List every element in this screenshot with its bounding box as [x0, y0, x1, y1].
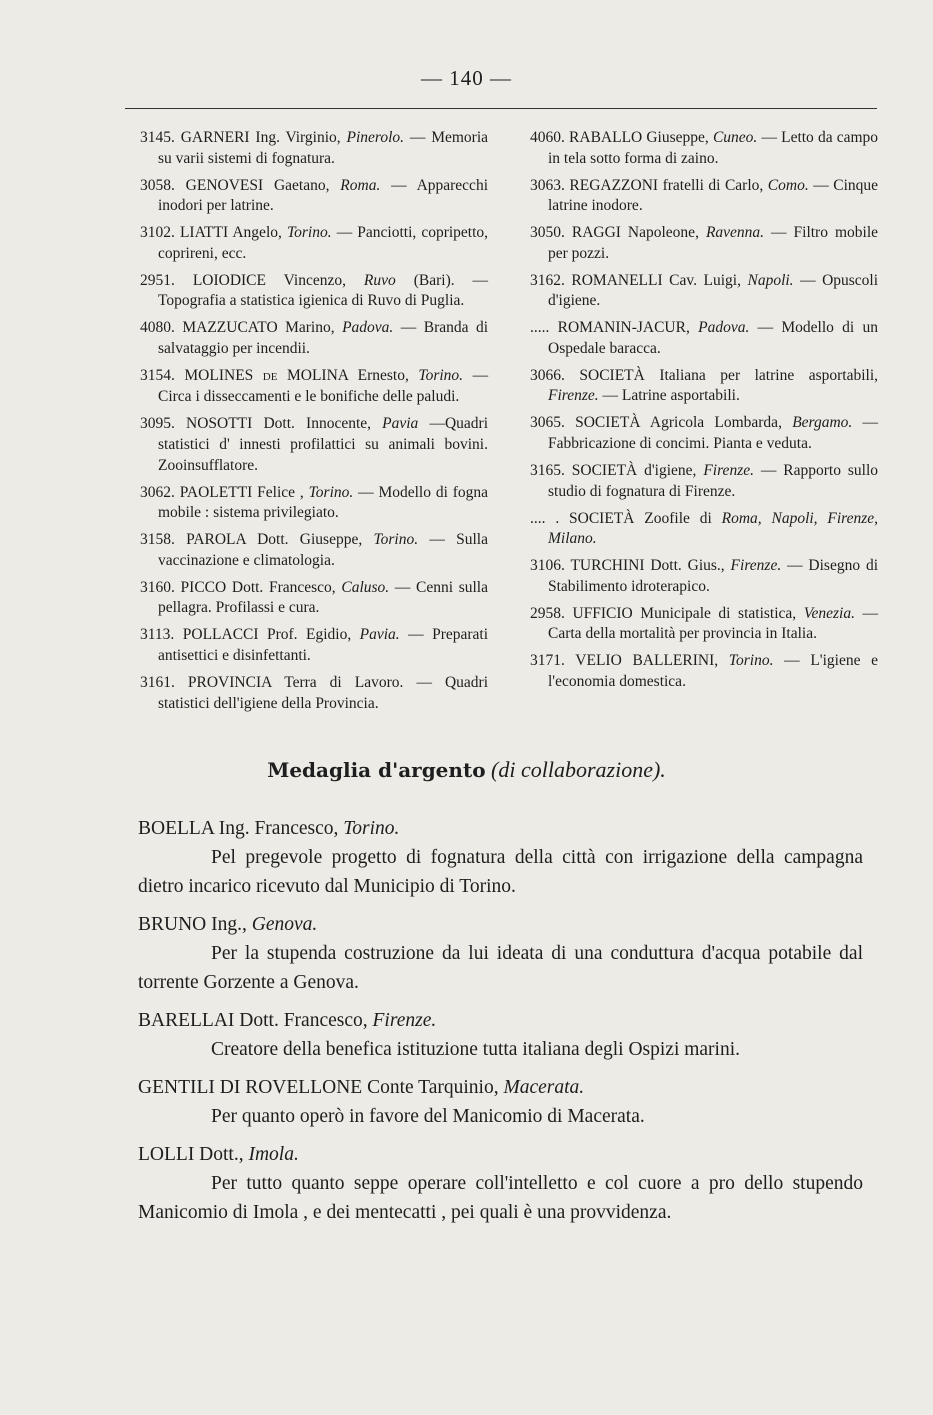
medal-motivation: Per la stupenda costruzione da lui ideata di una conduttura d'acqua potabile dal torrente Gorzente a Genova. — [138, 943, 863, 993]
recipient-name: BOELLA Ing. Francesco, — [138, 818, 339, 839]
exhibit-description: — Carta della mortalità per provincia in Italia. — [548, 604, 879, 643]
medal-recipient — [138, 1073, 863, 1102]
exhibit-description: — Disegno di Stabilimento idroterapico. — [548, 557, 878, 595]
exhibit-description: — Modello di fogna mobile : sistema privilegiato. — [158, 483, 489, 522]
entry-number: 3154. — [140, 366, 175, 384]
exhibitor-city: Napoli. — [747, 271, 794, 289]
exhibit-description: — Modello di un Ospedale baracca. — [548, 319, 878, 357]
exhibitor-city: Firenze. — [548, 387, 599, 405]
exhibit-description: — Preparati antisettici e disinfettanti. — [158, 626, 489, 664]
entry — [530, 318, 878, 359]
exhibitor-name: VELIO BALLERINI, — [575, 652, 719, 670]
exhibitor-name: REGAZZONI fratelli di Carlo, — [569, 176, 764, 194]
exhibitor-name: SOCIETÀ d'igiene, — [571, 462, 697, 480]
medal-recipient — [138, 814, 863, 843]
exhibitor-name: ROMANIN-JACUR, — [557, 319, 690, 337]
exhibitor-name: RAGGI Napoleone, — [571, 224, 699, 242]
recipient-name: GENTILI DI ROVELLONE Conte Tarquinio, — [138, 1077, 499, 1098]
exhibitor-city: Torino. — [418, 366, 464, 384]
exhibitor-name: POLLACCI Prof. Egidio, — [182, 626, 352, 644]
exhibit-description: — Letto da campo in tela sotto forma di zaino. — [548, 129, 879, 167]
entry — [140, 625, 488, 666]
entry-number: 4080. — [140, 319, 175, 337]
exhibitor-city: Bergamo. — [792, 414, 853, 432]
left-column — [140, 128, 488, 721]
exhibitor-name: PAROLA Dott. Giuseppe, — [186, 531, 363, 549]
entry — [530, 461, 878, 502]
name-particle: DE — [262, 370, 278, 383]
medal-motivation: Per quanto operò in favore del Manicomio di Macerata. — [211, 1106, 645, 1127]
exhibitor-city: Torino. — [373, 531, 419, 549]
exhibitor-city: Pavia — [382, 415, 419, 433]
exhibitor-city: Torino. — [286, 224, 332, 242]
exhibitor-city: Caluso. — [341, 578, 390, 596]
exhibitor-name: MOLINA Ernesto, — [286, 366, 409, 384]
entry — [530, 509, 878, 550]
exhibitor-city: Ravenna. — [705, 224, 765, 242]
exhibitor-name: MOLINES — [184, 366, 254, 384]
exhibit-description: (Bari). — Topografia a statistica igienica di Ruvo di Puglia. — [158, 271, 489, 310]
exhibitor-name: SOCIETÀ Italiana per latrine asportabili, — [579, 366, 879, 384]
exhibitor-city: Firenze. — [703, 462, 754, 480]
entry-number: 3102. — [140, 224, 175, 242]
exhibit-description: — Branda di salvataggio per incendii. — [158, 319, 489, 357]
entry-number: 2958. — [530, 604, 565, 622]
medal-entry — [138, 1073, 863, 1131]
exhibitor-city: Pavia. — [359, 626, 400, 644]
entry — [140, 366, 488, 408]
exhibit-description: — Fabbricazione di concimi. Pianta e veduta. — [548, 414, 879, 453]
exhibitor-name: . SOCIETÀ Zoofile di — [555, 509, 712, 527]
entry-number: 3062. — [140, 483, 175, 501]
entry — [530, 176, 878, 217]
entry-number: 3162. — [530, 271, 565, 289]
medal-entry — [138, 1140, 863, 1227]
exhibitor-city: Padova. — [698, 319, 750, 337]
entry-number: 3095. — [140, 415, 175, 433]
entry-number: 3165. — [530, 462, 565, 480]
exhibit-description: — Opuscoli d'igiene. — [548, 271, 879, 310]
exhibitor-city: Ruvo — [363, 271, 396, 289]
entry — [530, 651, 878, 692]
entry-number: 3113. — [140, 626, 175, 644]
entry — [140, 128, 488, 169]
exhibitor-city: Como. — [767, 176, 809, 194]
entry-number: 3171. — [530, 652, 565, 670]
exhibit-description: — Sulla vaccinazione e climatologia. — [158, 531, 488, 569]
exhibitor-name: LIATTI Angelo, — [179, 224, 282, 242]
exhibitor-name: GARNERI Ing. Virginio, — [180, 129, 341, 146]
exhibitor-city: Firenze. — [730, 557, 782, 575]
exhibit-description: — Quadri statistici dell'igiene della Provincia. — [158, 673, 489, 712]
exhibit-description: — Apparecchi inodori per latrine. — [158, 176, 488, 215]
entry — [140, 414, 488, 476]
entry-number: 3063. — [530, 176, 565, 194]
exhibitor-name: UFFICIO Municipale di statistica, — [572, 604, 797, 622]
exhibitor-name: TURCHINI Dott. Gius., — [570, 557, 725, 575]
exhibit-description: —Quadri statistici d' innesti profilattici su animali bovini. Zooinsufflatore. — [158, 415, 488, 474]
entry-number: 3065. — [530, 414, 565, 432]
entry — [140, 578, 488, 619]
medal-list — [138, 814, 863, 1236]
exhibitor-name: ROMANELLI Cav. Luigi, — [571, 271, 741, 289]
page-number: — 140 — — [421, 66, 512, 90]
exhibitor-city: Padova. — [342, 319, 394, 337]
section-title — [0, 757, 933, 783]
medal-motivation: Creatore della benefica istituzione tutta italiana degli Ospizi marini. — [211, 1039, 741, 1060]
exhibitor-city: Torino. — [308, 483, 354, 501]
exhibitor-name: NOSOTTI Dott. Innocente, — [186, 415, 372, 433]
exhibit-description: — Latrine asportabili. — [602, 387, 740, 405]
exhibit-description: — Cenni sulla pellagra. Profilassi e cura. — [158, 578, 488, 617]
entry-number: 3161. — [140, 673, 175, 691]
entry-number: 3066. — [530, 366, 565, 384]
medal-recipient — [138, 1140, 863, 1169]
medal-entry — [138, 814, 863, 901]
recipient-city: Torino. — [343, 818, 400, 839]
section-title-sub: (di collaborazione). — [491, 757, 666, 782]
section-title-main: Medaglia d'argento — [267, 758, 486, 782]
medal-entry — [138, 910, 863, 997]
exhibitor-name: RABALLO Giuseppe, — [569, 129, 709, 146]
entry — [530, 604, 878, 645]
entry — [530, 271, 878, 312]
recipient-city: Genova. — [251, 914, 318, 935]
exhibitor-city: Roma. — [340, 176, 381, 194]
header-rule — [125, 108, 877, 109]
entry — [140, 223, 488, 264]
entry-number: 3058. — [140, 176, 175, 194]
exhibitor-name: LOIODICE Vincenzo, — [192, 271, 346, 289]
exhibitor-city: Pinerolo. — [346, 129, 405, 146]
exhibit-description: — Rapporto sullo studio di fognatura di Firenze. — [548, 462, 879, 500]
entry-number: 3050. — [530, 224, 565, 242]
entry — [140, 176, 488, 217]
exhibit-description: — Cinque latrine inodore. — [548, 176, 879, 215]
exhibitor-name: PAOLETTI Felice , — [179, 483, 304, 501]
medal-motivation: Per tutto quanto seppe operare coll'intelletto e col cuore a pro dello stupendo Manicomio di Imola , e dei mentecatti , pei quali è una provvidenza. — [138, 1173, 863, 1223]
entry — [140, 483, 488, 524]
medal-recipient — [138, 1006, 863, 1035]
recipient-city: Imola. — [248, 1144, 299, 1165]
exhibitor-name: PROVINCIA Terra di Lavoro. — [187, 673, 404, 691]
entry-number: ..... — [530, 319, 550, 337]
exhibit-description: — Panciotti, copripetto, coprireni, ecc. — [158, 224, 489, 262]
recipient-name: BRUNO Ing., — [138, 914, 247, 935]
exhibitor-name: GENOVESI Gaetano, — [185, 176, 330, 194]
entry-number: 2951. — [140, 271, 175, 289]
right-column — [530, 128, 878, 699]
exhibitor-city: Roma, Napoli, Firenze, Milano. — [548, 509, 879, 548]
recipient-city: Macerata. — [503, 1077, 585, 1098]
entry — [140, 673, 488, 714]
exhibit-description: — Memoria su varii sistemi di fognatura. — [158, 129, 489, 167]
exhibit-description: — Circa i disseccamenti e le bonifiche delle paludi. — [158, 366, 489, 406]
entry — [140, 530, 488, 571]
exhibitor-name: SOCIETÀ Agricola Lombarda, — [575, 414, 782, 432]
entry-number: 3106. — [530, 557, 565, 575]
exhibit-description: — Filtro mobile per pozzi. — [548, 224, 878, 262]
entry-number: 3160. — [140, 578, 175, 596]
exhibitor-city: Venezia. — [803, 604, 855, 622]
exhibitor-name: PICCO Dott. Francesco, — [180, 578, 336, 596]
entry — [530, 556, 878, 597]
recipient-name: LOLLI Dott., — [138, 1144, 244, 1165]
entry-number: .... — [530, 509, 546, 527]
entry — [530, 128, 878, 169]
entry — [140, 318, 488, 359]
recipient-city: Firenze. — [372, 1010, 437, 1031]
medal-entry — [138, 1006, 863, 1064]
exhibitor-name: MAZZUCATO Marino, — [182, 319, 335, 337]
entry — [530, 413, 878, 454]
medal-motivation: Pel pregevole progetto di fognatura della città con irrigazione della campagna dietro incarico ricevuto dal Municipio di Torino. — [138, 847, 863, 897]
exhibitor-city: Torino. — [728, 652, 774, 670]
recipient-name: BARELLAI Dott. Francesco, — [138, 1010, 368, 1031]
entry-number: 3145. — [140, 129, 175, 146]
exhibit-description: — L'igiene e l'economia domestica. — [548, 652, 879, 690]
entry-number: 4060. — [530, 129, 565, 146]
entry — [530, 366, 878, 407]
exhibitor-city: Cuneo. — [712, 129, 758, 146]
entry — [530, 223, 878, 264]
medal-recipient — [138, 910, 863, 939]
entry — [140, 271, 488, 312]
entry-number: 3158. — [140, 531, 175, 549]
